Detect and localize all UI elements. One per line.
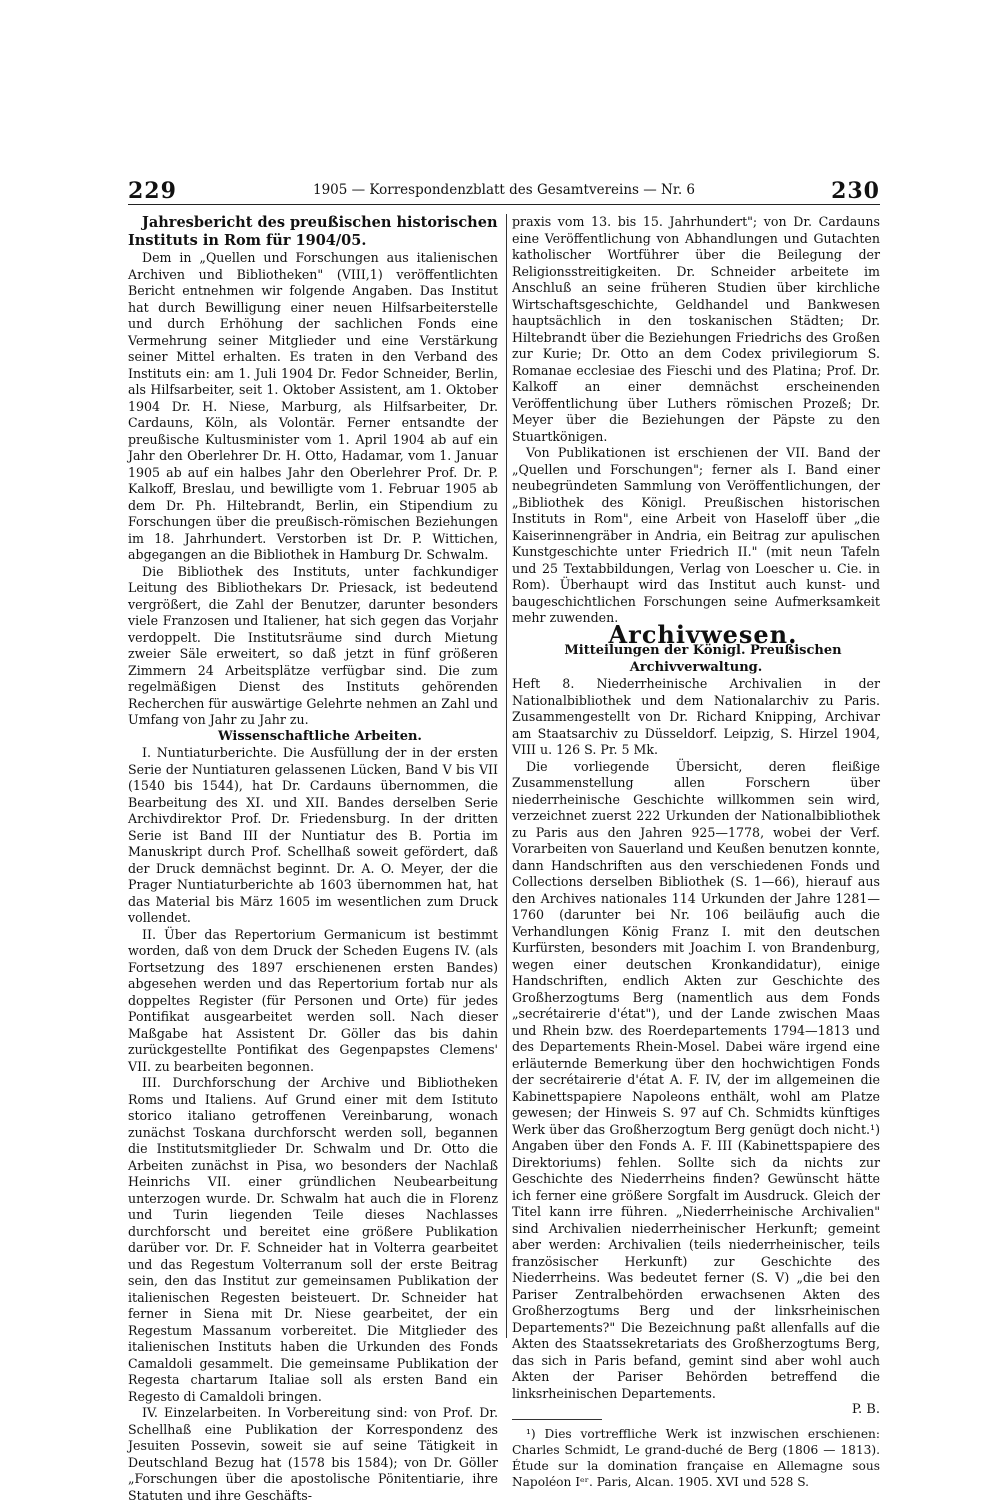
- page-header: [128, 178, 880, 205]
- paragraph: Von Publikationen ist erschienen der VII. Band der „Quellen und Forschungen"; ferner als I. Band einer neubegründeten Sammlung von Veröffentlichungen, der „Bibliothek des Königl. Preußischen historischen Instituts in Rom", eine Arbeit von Haseloff über „die Kaiserinnengräber in Andria, ein Beitrag zur apulischen Kunstgeschichte unter Friedrich II." (mit neun Tafeln und 25 Textabbildungen, Verlag von Loescher u. Cie. in Rom). Überhaupt wird das Institut auch kunst- und baugeschichtlichen Forschungen seine Aufmerksamkeit mehr zuwenden.: [512, 445, 880, 625]
- section-subheading: Mitteilungen der Königl. Preußischen Archivverwaltung.: [564, 643, 842, 675]
- author-signature: P. B.: [851, 1402, 880, 1417]
- paragraph: IV. Einzelarbeiten. In Vorbereitung sind: von Prof. Dr. Schellhaß eine Publikation der Korrespondenz des Jesuiten Possevin, soweit sie auf seine Tätigkeit in Deutschland Bezug hat (1578 bis 1584); von Dr. Göller „Forschungen über die apostolische Pönitentiarie, ihre Statuten und ihre Geschäfts-: [128, 1405, 498, 1503]
- running-title: 1905 — Korrespondenzblatt des Gesamtvereins — Nr. 6: [312, 182, 696, 198]
- left-column: [128, 214, 498, 1504]
- section-subheading: Wissenschaftliche Arbeiten.: [218, 728, 422, 744]
- article-title: Jahresbericht des preußischen historischen Instituts in Rom für 1904/05.: [128, 214, 498, 249]
- footnote-rule: [512, 1419, 602, 1420]
- footnote: ¹) Dies vortreffliche Werk ist inzwischen erschienen: Charles Schmidt, Le grand-duché de Berg (1806 — 1813). Étude sur la domination française en Allemagne sous Napoléon Iᵉʳ. Paris, Alcan. 1905. XVI und 528 S.: [512, 1426, 880, 1489]
- paragraph: I. Nuntiaturberichte. Die Ausfüllung der in der ersten Serie der Nuntiaturen gelassenen Lücken, Band V bis VII (1540 bis 1544), hat Dr. Cardauns übernommen, die Bearbeitung des XI. und XII. Bandes derselben Serie Archivdirektor Prof. Dr. Friedensburg. In der dritten Serie ist Band III der Nuntiatur des B. Portia im Manuskript durch Prof. Schellhaß soweit gefördert, daß der Druck demnächst beginnt. Dr. A. O. Meyer, der die Prager Nuntiaturberichte ab 1603 übernommen hat, hat das Material bis März 1605 im wesentlichen zum Druck vollendet.: [128, 745, 498, 925]
- paragraph: Die vorliegende Übersicht, deren fleißige Zusammenstellung allen Forschern über niederrheinische Geschichte willkommen sein wird, verzeichnet zuerst 222 Urkunden der Nationalbibliothek zu Paris aus den Jahren 925—1778, wobei der Verf. Vorarbeiten von Sauerland und Keußen benutzen konnte, dann Handschriften aus den verschiedenen Fonds und Collections derselben Bibliothek (S. 1—66), hierauf aus den Archives nationales 114 Urkunden der Jahre 1281—1760 (darunter bei Nr. 106 beiläufig auch die Verhandlungen König Franz I. mit den deutschen Kurfürsten, besonders mit Joachim I. von Brandenburg, wegen einer deutschen Kronkandidatur), einige Handschriften, endlich Akten zur Geschichte des Großherzogtums Berg (namentlich aus dem Fonds „secrétairerie d'état"), und der Lande zwischen Maas und Rhein bzw. des Roerdepartements 1794—1813 und des Departements Rhein-Mosel. Dabei wäre irgend eine erläuternde Bemerkung über den hochwichtigen Fonds der secrétairerie d'état A. F. IV, der im allgemeinen die Kabinettspapiere Napoleons enthält, wohl am Platze gewesen; der Hinweis S. 97 auf Ch. Schmidts künftiges Werk über das Großherzogtum Berg genügt doch nicht.¹) Angaben über den Fonds A. F. III (Kabinettspapiere des Direktoriums) fehlen. Sollte sich da nichts zur Geschichte des Niederrheins finden? Gewünscht hätte ich ferner eine größere Sorgfalt im Ausdruck. Gleich der Titel kann irre führen. „Niederrheinische Archivalien" sind Archivalien niederrheinischer Herkunft; gemeint aber werden: Archivalien (teils niederrheinischer, teils französischer Herkunft) zur Geschichte des Niederrheins. Was bedeutet ferner (S. V) „die bei den Pariser Zentralbehörden erwachsenen Akten des Großherzogtums Berg und der linksrheinischen Departements?" Die Bezeichnung paßt allenfalls auf die Akten des Staatssekretariats des Großherzogtums Berg, das sich in Paris befand, gemint sind aber wohl auch Akten der Pariser Behörden betreffend die linksrheinischen Departements.: [512, 758, 880, 1401]
- paragraph: Heft 8. Niederrheinische Archivalien in der Nationalbibliothek und dem Nationalarchiv zu Paris. Zusammengestellt von Dr. Richard Knipping, Archivar am Staatsarchiv zu Düsseldorf. Leipzig, S. Hirzel 1904, VIII u. 126 S. Pr. 5 Mk.: [512, 676, 880, 757]
- paragraph: praxis vom 13. bis 15. Jahrhundert"; von Dr. Cardauns eine Veröffentlichung von Abhandlungen und Gutachten katholischer Wortführer über die Beilegung der Religionsstreitigkeiten. Dr. Schneider arbeitete im Anschluß an seine früheren Studien über kirchliche Wirtschaftsgeschichte, Geldhandel und Bankwesen hauptsächlich in den toskanischen Städten; Dr. Hiltebrandt über die Beziehungen Friedrichs des Großen zur Kurie; Dr. Otto an dem Codex privilegiorum S. Romanae ecclesiae des Fieschi und des Platina; Prof. Dr. Kalkoff an einer demnächst erscheinenden Veröffentlichung über Luthers römischen Prozeß; Dr. Meyer über die Beziehungen der Päpste zu den Stuartkönigen.: [512, 214, 880, 444]
- paragraph: II. Über das Repertorium Germanicum ist bestimmt worden, daß von dem Druck der Scheden Eugens IV. (als Fortsetzung des 1897 erschienenen ersten Bandes) abgesehen werden und das Repertorium fortab nur als doppeltes Register (für Personen und Orte) für jedes Pontifikat ausgearbeitet werden soll. Nach dieser Maßgabe hat Assistent Dr. Göller das bis dahin zurückgestellte Pontifikat des Gegenpapstes Clemens' VII. zu bearbeiten begonnen.: [128, 926, 498, 1074]
- paragraph: Die Bibliothek des Instituts, unter fachkundiger Leitung des Bibliothekars Dr. Priesack, ist bedeutend vergrößert, die Zahl der Benutzer, darunter besonders viele Franzosen und Italiener, hat sich gegen das Vorjahr verdoppelt. Die Institutsräume sind durch Mietung zweier Säle erweitert, so daß jetzt in fünf größeren Zimmern 24 Arbeitsplätze verfügbar sind. Die zum regelmäßigen Dienst des Instituts gehörenden Recherchen für auswärtige Gelehrte nehmen an Zahl und Umfang von Jahr zu Jahr zu.: [128, 563, 498, 727]
- paragraph: Dem in „Quellen und Forschungen aus italienischen Archiven und Bibliotheken" (VIII,1) veröffentlichten Bericht entnehmen wir folgende Angaben. Das Institut hat durch Bewilligung einer neuen Hilfsarbeiterstelle und durch Erhöhung der sachlichen Fonds eine Vermehrung seiner Mitglieder und eine Verstärkung seiner Mittel erhalten. Es traten in den Verband des Instituts ein: am 1. Juli 1904 Dr. Fedor Schneider, Berlin, als Hilfsarbeiter, seit 1. Oktober Assistent, am 1. Oktober 1904 Dr. H. Niese, Marburg, als Hilfsarbeiter, Dr. Cardauns, Köln, als Volontär. Ferner entsandte der preußische Kultusminister vom 1. April 1904 ab auf ein Jahr den Oberlehrer Dr. H. Otto, Hadamar, vom 1. Januar 1905 ab auf ein halbes Jahr den Oberlehrer Prof. Dr. P. Kalkoff, Breslau, und bewilligte vom 1. Februar 1905 ab dem Dr. Ph. Hiltebrandt, Berlin, ein Stipendium zu Forschungen über die preußisch-römischen Beziehungen im 18. Jahrhundert. Verstorben ist Dr. P. Wittichen, abgegangen an die Bibliothek in Hamburg Dr. Schwalm.: [128, 250, 498, 562]
- page-number-right: 230: [831, 178, 880, 204]
- column-divider: [506, 214, 507, 1338]
- paragraph: III. Durchforschung der Archive und Bibliotheken Roms und Italiens. Auf Grund einer mit dem Istituto storico italiano getroffenen Vereinbarung, wonach zunächst Toskana durchforscht werden soll, begannen die Institutsmitglieder Dr. Schwalm und Dr. Otto die Arbeiten zunächst in Pisa, wo besonders der Nachlaß Heinrichs VII. einer gründlichen Neubearbeitung unterzogen wurde. Dr. Schwalm hat auch die in Florenz und Turin liegenden Teile dieses Nachlasses durchforscht und bereitet eine größere Publikation darüber vor. Dr. F. Schneider hat in Volterra gearbeitet und das Regestum Volterranum soll der erste Beitrag sein, den das Institut zur gemeinsamen Publikation der italienischen Regesten beisteuert. Dr. Schneider hat ferner in Siena mit Dr. Niese gearbeitet, der ein Regestum Massanum vorbereitet. Die Mitglieder des italienischen Instituts haben die Urkunden des Fonds Camaldoli gesammelt. Die gemeinsame Publikation der Regesta chartarum Italiae soll als ersten Band ein Regesto di Camaldoli bringen.: [128, 1075, 498, 1404]
- page-number-left: 229: [128, 178, 177, 204]
- section-title: Archivwesen.: [608, 619, 798, 649]
- right-column: [512, 214, 880, 1490]
